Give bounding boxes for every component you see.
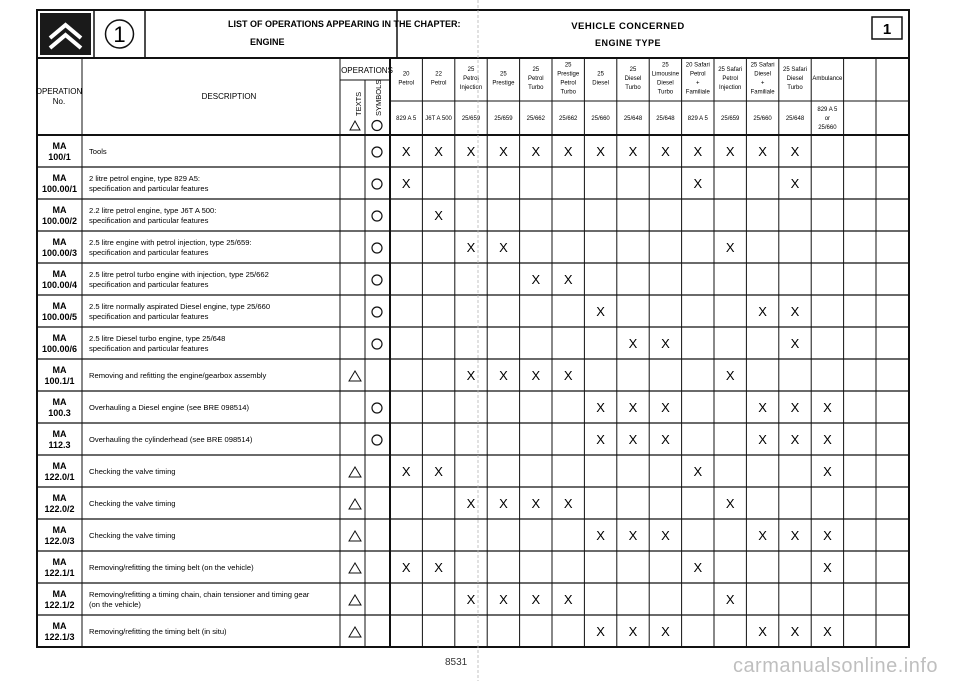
operation-number: 100.00/4 — [41, 280, 78, 290]
applicability-mark: X — [693, 560, 703, 575]
applicability-mark: X — [531, 368, 541, 383]
operation-code: MA — [52, 589, 67, 599]
engine-type-code: 25/662 — [559, 116, 578, 122]
applicability-mark: X — [596, 432, 605, 447]
applicability-mark: X — [628, 528, 638, 543]
operation-code: MA — [52, 461, 67, 471]
applicability-mark: X — [628, 336, 638, 351]
vehicle-name-line: + — [760, 80, 765, 87]
applicability-mark: X — [823, 400, 832, 415]
applicability-mark: X — [661, 336, 670, 351]
operation-description: Overhauling a Diesel engine (see BRE 098514) — [89, 403, 249, 412]
vehicle-name-line: Petrol — [722, 76, 739, 82]
operation-number: 100.00/6 — [41, 344, 78, 354]
engine-type-code: 829 A 5 — [396, 116, 417, 122]
operation-number: 100.00/3 — [41, 248, 78, 258]
applicability-mark: X — [499, 592, 508, 607]
operation-code: MA — [52, 397, 67, 407]
applicability-mark: X — [466, 368, 476, 383]
applicability-mark: X — [434, 464, 443, 479]
operation-description: 2.5 litre Diesel turbo engine, type 25/648 — [89, 334, 226, 343]
vehicle-name-line: Injection — [459, 85, 483, 91]
operation-description: specification and particular features — [89, 312, 209, 321]
watermark-text: carmanualsonline.info — [732, 655, 938, 677]
operation-code: MA — [52, 141, 67, 151]
applicability-mark: X — [563, 592, 573, 607]
engine-type-code: 25/659 — [721, 116, 740, 122]
applicability-mark: X — [531, 496, 541, 511]
applicability-mark: X — [466, 496, 476, 511]
operation-number: 100.3 — [48, 408, 71, 418]
applicability-mark: X — [499, 144, 508, 159]
operation-number: 100.1/1 — [44, 376, 75, 386]
vehicle-name-line: Petrol — [689, 71, 706, 78]
applicability-mark: X — [563, 496, 573, 511]
applicability-mark: X — [758, 304, 767, 319]
applicability-mark: X — [563, 368, 573, 383]
vehicle-name-line: Ambulance — [812, 76, 843, 82]
operation-code: MA — [52, 173, 67, 183]
applicability-mark: X — [758, 528, 767, 543]
engine-type-code: 25/662 — [526, 116, 545, 122]
engine-type-code: or — [824, 116, 831, 122]
operation-number: 122.1/2 — [44, 600, 75, 610]
applicability-mark: X — [790, 624, 800, 639]
engine-type-code: 25/660 — [753, 116, 772, 122]
operation-description: Removing/refitting the timing belt (on the vehicle) — [89, 563, 254, 572]
vehicle-name-line: Turbo — [528, 85, 544, 91]
list-title: LIST OF OPERATIONS APPEARING IN THE CHAPTER: — [228, 19, 461, 29]
applicability-mark: X — [499, 368, 508, 383]
operation-description: Overhauling the cylinderhead (see BRE 098514) — [89, 435, 253, 444]
operation-description: 2.5 litre normally aspirated Diesel engine, type 25/660 — [89, 302, 271, 311]
operation-number: 112.3 — [48, 440, 71, 450]
applicability-mark: X — [790, 144, 800, 159]
operation-description: 2 litre petrol engine, type 829 A5: — [89, 174, 201, 183]
operation-no-header-line1: OPERATION — [35, 87, 83, 96]
operation-description: Removing and refitting the engine/gearbox assembly — [89, 371, 267, 380]
applicability-mark: X — [596, 400, 605, 415]
applicability-mark: X — [499, 240, 508, 255]
applicability-mark: X — [499, 496, 508, 511]
operation-code: MA — [52, 429, 67, 439]
vehicle-name-line: Diesel — [592, 80, 609, 87]
description-header: DESCRIPTION — [201, 92, 257, 101]
operation-description: specification and particular features — [89, 216, 209, 225]
applicability-mark: X — [596, 144, 605, 159]
vehicle-name-line: Turbo — [657, 89, 674, 96]
applicability-mark: X — [693, 144, 703, 159]
applicability-mark: X — [823, 464, 832, 479]
applicability-mark: X — [725, 496, 735, 511]
applicability-mark: X — [401, 176, 411, 191]
vehicle-name-line: Petrol — [527, 76, 544, 82]
applicability-mark: X — [661, 400, 670, 415]
applicability-mark: X — [693, 464, 703, 479]
applicability-mark: X — [823, 528, 832, 543]
vehicle-name-line: 25 — [662, 62, 669, 69]
applicability-mark: X — [596, 528, 605, 543]
operation-code: MA — [52, 205, 67, 215]
applicability-mark: X — [434, 560, 443, 575]
operation-description: Checking the valve timing — [89, 499, 176, 508]
applicability-mark: X — [628, 144, 638, 159]
applicability-mark: X — [531, 592, 541, 607]
engine-type-code: 829 A 5 — [687, 116, 708, 122]
applicability-mark: X — [466, 592, 476, 607]
operation-description: 2.5 litre petrol turbo engine with injection, type 25/662 — [89, 270, 269, 279]
operation-number: 100/1 — [48, 152, 71, 162]
operation-code: MA — [52, 333, 67, 343]
vehicle-name-line: Familiale — [750, 89, 775, 96]
vehicle-title: VEHICLE CONCERNED — [571, 21, 685, 32]
vehicle-name-line: + — [696, 80, 700, 87]
vehicle-name-line: Diesel — [657, 80, 674, 87]
list-subtitle: ENGINE — [250, 37, 285, 47]
vehicle-name-line: Prestige — [557, 71, 580, 78]
operation-description: Removing/refitting a timing chain, chain tensioner and timing gear — [89, 590, 310, 599]
applicability-mark: X — [531, 144, 541, 159]
operation-description: 2.5 litre engine with petrol injection, type 25/659: — [89, 238, 252, 247]
engine-type-code: 25/659 — [494, 116, 513, 122]
citroen-logo-icon — [40, 13, 91, 55]
operation-code: MA — [52, 525, 67, 535]
operation-description: (on the vehicle) — [89, 600, 141, 609]
engine-type-code: 25/648 — [656, 116, 675, 122]
operation-code: MA — [52, 269, 67, 279]
page-footer-number: 8531 — [445, 657, 468, 668]
vehicle-name-line: 25 — [532, 67, 540, 73]
vehicle-name-line: Turbo — [787, 85, 803, 91]
operation-description: specification and particular features — [89, 248, 209, 257]
vehicle-name-line: Petrol — [463, 76, 479, 82]
operation-description: specification and particular features — [89, 184, 209, 193]
vehicle-name-line: 22 — [435, 71, 442, 78]
operation-number: 122.1/1 — [44, 568, 75, 578]
applicability-mark: X — [661, 432, 670, 447]
applicability-mark: X — [823, 624, 832, 639]
vehicle-name-line: Injection — [719, 85, 742, 91]
applicability-mark: X — [563, 144, 573, 159]
vehicle-name-line: Diesel — [754, 71, 771, 78]
engine-type-code: 25/659 — [461, 116, 481, 122]
engine-type-code: 25/648 — [623, 116, 643, 122]
applicability-mark: X — [596, 304, 605, 319]
applicability-mark: X — [628, 624, 638, 639]
vehicle-name-line: Limousine — [651, 71, 680, 78]
vehicle-name-line: 25 — [597, 71, 604, 78]
operation-code: MA — [52, 365, 67, 375]
vehicle-name-line: 25 — [467, 67, 475, 73]
applicability-mark: X — [758, 400, 767, 415]
operation-code: MA — [52, 301, 67, 311]
applicability-mark: X — [790, 400, 800, 415]
operation-description: 2.2 litre petrol engine, type J6T A 500: — [89, 206, 217, 215]
vehicle-name-line: 25 — [500, 71, 507, 78]
operation-number: 100.00/5 — [41, 312, 78, 322]
applicability-mark: X — [596, 624, 605, 639]
engine-type-code: 25/648 — [785, 116, 805, 122]
operation-number: 100.00/1 — [41, 184, 78, 194]
applicability-mark: X — [401, 560, 411, 575]
vehicle-name-line: Turbo — [625, 85, 641, 91]
operations-header: OPERATIONS — [341, 66, 393, 75]
operation-description: Checking the valve timing — [89, 531, 176, 540]
vehicle-name-line: Prestige — [492, 80, 515, 87]
applicability-mark: X — [790, 176, 800, 191]
operation-number: 122.1/3 — [44, 632, 75, 642]
applicability-mark: X — [628, 432, 638, 447]
operation-description: specification and particular features — [89, 280, 209, 289]
applicability-mark: X — [823, 560, 832, 575]
engine-type-code: 25/660 — [818, 125, 837, 131]
operation-code: MA — [52, 493, 67, 503]
vehicle-name-line: 20 — [402, 71, 410, 78]
vehicle-name-line: 25 Safari — [782, 67, 808, 73]
operation-number: 122.0/3 — [44, 536, 75, 546]
applicability-mark: X — [790, 336, 800, 351]
vehicle-name-line: Diesel — [624, 76, 642, 82]
applicability-mark: X — [758, 144, 767, 159]
applicability-mark: X — [434, 144, 443, 159]
operation-code: MA — [52, 621, 67, 631]
operation-description: Tools — [89, 147, 107, 156]
vehicle-name-line: Familiale — [685, 89, 710, 96]
applicability-mark: X — [661, 144, 670, 159]
chapter-number: 1 — [113, 22, 126, 47]
applicability-mark: X — [693, 176, 703, 191]
vehicle-name-line: 20 Safari — [685, 62, 710, 69]
vehicle-name-line: Petrol — [430, 80, 447, 87]
applicability-mark: X — [758, 624, 767, 639]
applicability-mark: X — [661, 528, 670, 543]
operation-number: 122.0/2 — [44, 504, 75, 514]
vehicle-subtitle: ENGINE TYPE — [594, 38, 662, 48]
operation-number: 122.0/1 — [44, 472, 75, 482]
vehicle-name-line: 25 Safari — [750, 62, 775, 69]
page-number: 1 — [882, 21, 892, 38]
applicability-mark: X — [725, 592, 735, 607]
vehicle-name-line: 25 — [629, 67, 637, 73]
engine-type-code: 25/660 — [591, 116, 610, 122]
operation-description: specification and particular features — [89, 344, 209, 353]
vehicle-name-line: Petrol — [398, 80, 415, 87]
operation-code: MA — [52, 557, 67, 567]
operation-description: Removing/refitting the timing belt (in situ) — [89, 627, 227, 636]
applicability-mark: X — [563, 272, 573, 287]
applicability-mark: X — [661, 624, 670, 639]
operation-code: MA — [52, 237, 67, 247]
operation-no-header-line2: No. — [52, 97, 66, 106]
vehicle-name-line: Petrol — [560, 80, 577, 87]
vehicle-name-line: 25 — [564, 62, 572, 69]
applicability-mark: X — [758, 432, 767, 447]
vehicle-name-line: Diesel — [786, 76, 804, 82]
operation-number: 100.00/2 — [41, 216, 78, 226]
applicability-mark: X — [466, 144, 476, 159]
applicability-mark: X — [466, 240, 476, 255]
vehicle-name-line: 25 Safari — [718, 67, 743, 73]
applicability-mark: X — [401, 144, 411, 159]
applicability-mark: X — [531, 272, 541, 287]
applicability-mark: X — [725, 368, 735, 383]
applicability-mark: X — [434, 208, 443, 223]
operation-description: Checking the valve timing — [89, 467, 176, 476]
applicability-mark: X — [725, 144, 735, 159]
symbols-header: SYMBOLS — [374, 79, 383, 116]
applicability-mark: X — [725, 240, 735, 255]
applicability-mark: X — [790, 432, 800, 447]
applicability-mark: X — [790, 304, 800, 319]
engine-type-code: 829 A 5 — [817, 107, 838, 113]
vehicle-name-line: Turbo — [560, 89, 576, 96]
applicability-mark: X — [628, 400, 638, 415]
applicability-mark: X — [401, 464, 411, 479]
texts-header: TEXTS — [354, 91, 363, 116]
engine-type-code: J6T A 500 — [425, 116, 452, 122]
applicability-mark: X — [790, 528, 800, 543]
applicability-mark: X — [823, 432, 832, 447]
